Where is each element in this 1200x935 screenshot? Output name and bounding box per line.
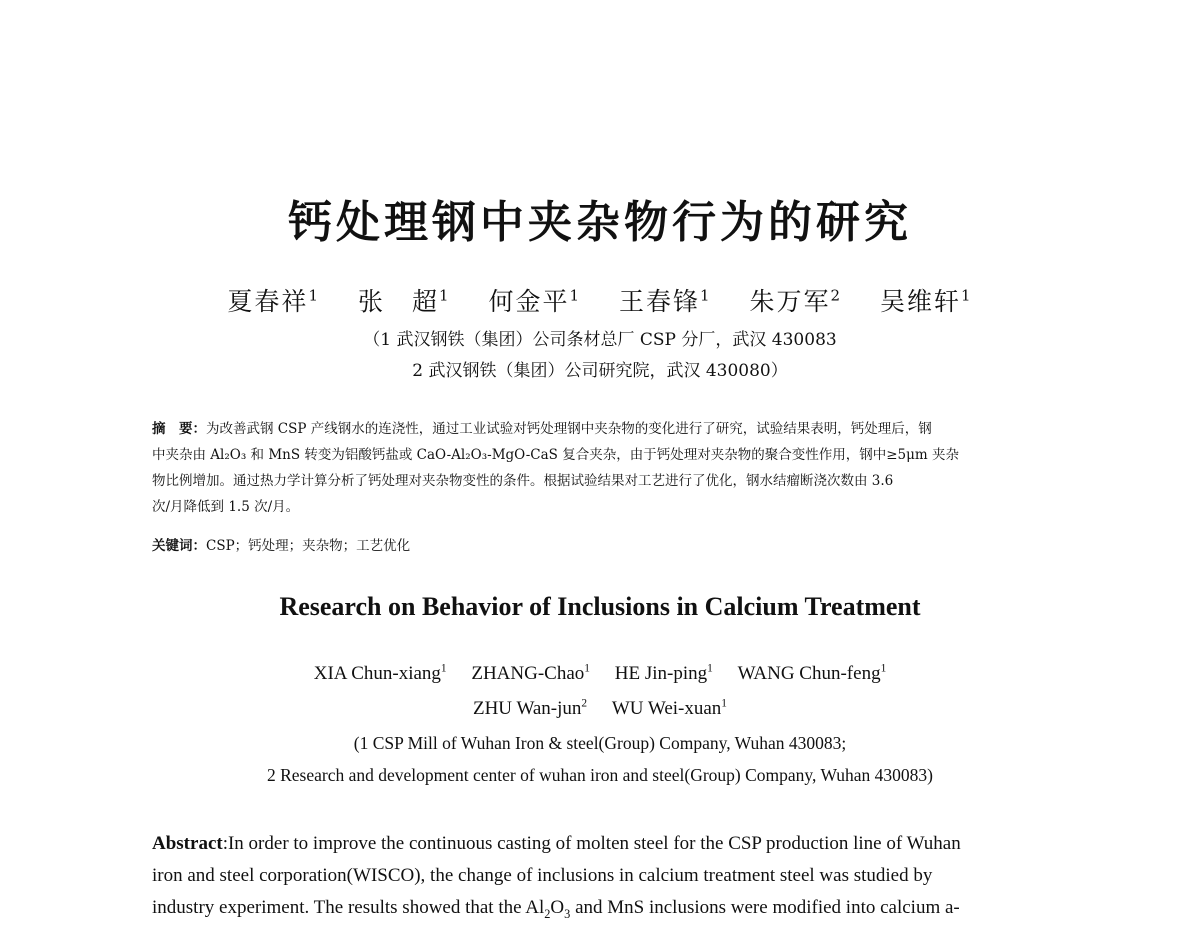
author-en-6: WU Wei-xuan$^1$ — [611, 697, 727, 719]
english-abstract — [152, 828, 1054, 924]
abstract-en-line: iron and steel corporation(WISCO), the change of inclusions in calcium treatment steel was studied by — [152, 865, 933, 886]
abstract-cn-line: 摘 要：为改善武钢 CSP 产线钢水的连浇性，通过工业试验对钙处理钢中夹杂物的变化进行了研究，试验结果表明，钙处理后，钢 — [152, 421, 932, 437]
abstract-en-line: industry experiment. The results showed that the $Al_2O_3$ and MnS inclusions were modified into calcium a- — [152, 897, 960, 921]
english-affiliation-2: 2 Research and development center of wuhan iron and steel(Group) Company, Wuhan 430083) — [266, 765, 934, 785]
keywords-cn-text: CSP；钙处理；夹杂物；工艺优化 — [206, 538, 411, 554]
chinese-title: 钙处理钢中夹杂物行为的研究 — [288, 197, 912, 248]
english-authors-line-1 — [0, 663, 1200, 685]
english-affiliation-1: (1 CSP Mill of Wuhan Iron & steel(Group) Company, Wuhan 430083; — [353, 733, 847, 753]
english-authors-line-2 — [0, 698, 1200, 720]
chinese-affiliation-2: 2 武汉钢铁（集团）公司研究院，武汉 430080） — [412, 361, 788, 381]
author-en-2: ZHANG-Chao$^1$ — [471, 662, 590, 684]
author-cn-2: 张 超$^1$ — [357, 286, 451, 316]
english-title: Research on Behavior of Inclusions in Calcium Treatment — [279, 592, 921, 621]
author-cn-4: 王春锋$^1$ — [618, 286, 712, 316]
author-en-4: WANG Chun-feng$^1$ — [737, 662, 887, 684]
author-cn-5: 朱万军$^2$ — [749, 286, 843, 316]
abstract-en-line: Abstract:In order to improve the continuous casting of molten steel for the CSP production line of Wuhan — [152, 833, 961, 854]
author-en-1: XIA Chun-xiang$^1$ — [313, 662, 447, 684]
chinese-affiliation-1: （1 武汉钢铁（集团）公司条材总厂 CSP 分厂，武汉 430083 — [363, 330, 837, 350]
author-cn-1: 夏春祥$^1$ — [227, 286, 320, 316]
chinese-keywords — [152, 534, 1058, 554]
author-cn-3: 何金平$^1$ — [488, 286, 582, 316]
abstract-en-label: Abstract — [152, 833, 223, 854]
abstract-cn-line: 中夹杂由 Al₂O₃ 和 MnS 转变为铝酸钙盐或 CaO-Al₂O₃-MgO-CaS 复合夹杂，由于钙处理对夹杂物的聚合变性作用，钢中≥5μm 夹杂 — [152, 447, 959, 463]
author-en-3: HE Jin-ping$^1$ — [614, 662, 713, 684]
chinese-abstract — [152, 416, 1058, 520]
abstract-cn-line: 次/月降低到 1.5 次/月。 — [152, 499, 300, 515]
chinese-authors — [0, 282, 1200, 318]
author-en-5: ZHU Wan-jun$^2$ — [472, 697, 588, 719]
abstract-cn-line: 物比例增加。通过热力学计算分析了钙处理对夹杂物变性的条件。根据试验结果对工艺进行了优化，钢水结瘤断浇次数由 3.6 — [152, 473, 894, 489]
keywords-cn-label: 关键词： — [152, 538, 206, 554]
author-cn-6: 吴维轩$^1$ — [880, 286, 973, 316]
abstract-cn-label: 摘 要： — [152, 421, 206, 437]
